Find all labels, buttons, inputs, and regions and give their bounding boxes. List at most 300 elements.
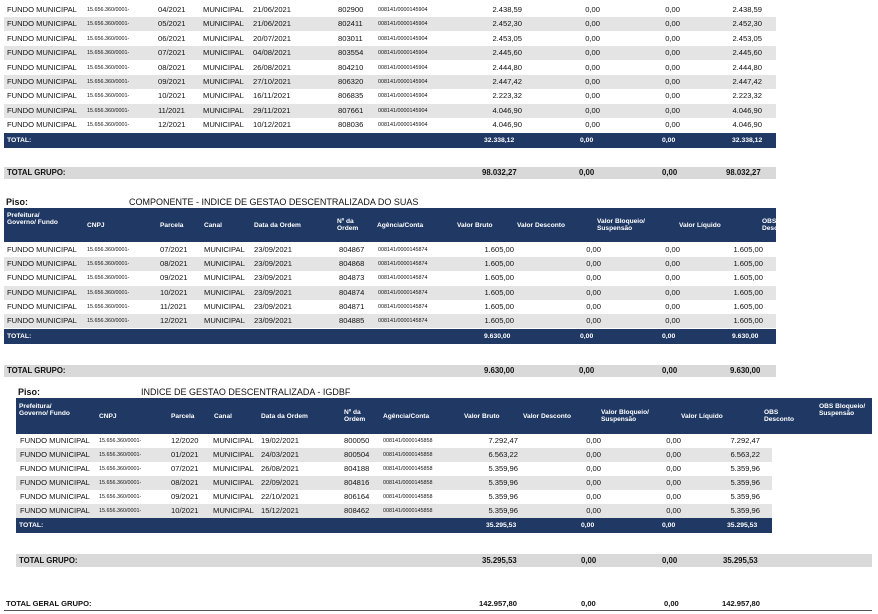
cell-liquido: 5.359,96 bbox=[730, 464, 760, 473]
cell-desconto: 0,00 bbox=[585, 48, 600, 58]
cell-pref: FUNDO MUNICIPAL bbox=[7, 273, 77, 283]
cell-data: 26/08/2021 bbox=[261, 464, 300, 473]
grupo-bloqueio: 0,00 bbox=[662, 366, 678, 375]
table-row bbox=[4, 271, 776, 285]
header-canal: Canal bbox=[204, 222, 222, 229]
cell-agencia: 008141/0000145874 bbox=[378, 289, 428, 296]
cell-pref: FUNDO MUNICIPAL bbox=[7, 287, 77, 297]
cell-parcela: 07/2021 bbox=[160, 245, 188, 254]
table-row bbox=[16, 504, 772, 518]
cell-liquido: 1.605,00 bbox=[733, 316, 763, 325]
header-obs-bloqueio: OBS Bloqueio/ Suspensão bbox=[819, 403, 866, 417]
cell-cnpj: 15.656.360/0001- bbox=[99, 452, 142, 458]
cell-ordem: 802411 bbox=[338, 19, 363, 29]
cell-canal: MUNICIPAL bbox=[204, 301, 245, 311]
cell-data: 15/12/2021 bbox=[261, 506, 300, 515]
cell-bloqueio: 0,00 bbox=[665, 273, 680, 283]
cell-ordem: 803554 bbox=[338, 48, 364, 58]
cell-parcela: 08/2021 bbox=[171, 478, 199, 487]
cell-desconto: 0,00 bbox=[586, 492, 601, 501]
cell-desconto: 0,00 bbox=[586, 259, 601, 269]
header-obs-bloqueio: OBS Bloqueio/ Suspensão bbox=[818, 212, 865, 226]
cell-data: 23/09/2021 bbox=[254, 259, 293, 269]
section3-piso-title: INDICE DE GESTAO DESCENTRALIZADA - IGDBF bbox=[141, 387, 351, 397]
cell-canal: MUNICIPAL bbox=[203, 77, 244, 86]
cell-canal: MUNICIPAL bbox=[203, 62, 244, 72]
cell-parcela: 06/2021 bbox=[158, 33, 186, 43]
cell-canal: MUNICIPAL bbox=[204, 287, 245, 297]
cell-bruto: 1.605,00 bbox=[484, 245, 514, 254]
cell-canal: MUNICIPAL bbox=[203, 120, 244, 130]
section2-header bbox=[4, 208, 865, 242]
cell-agencia: 008141/0000145874 bbox=[378, 318, 428, 324]
table-row bbox=[4, 300, 776, 314]
cell-data: 20/07/2021 bbox=[253, 33, 292, 43]
header-cnpj: CNPJ bbox=[99, 413, 117, 420]
cell-desconto: 0,00 bbox=[586, 506, 601, 515]
header-obs-desconto: OBS Desconto bbox=[762, 218, 793, 232]
cell-parcela: 10/2021 bbox=[171, 506, 199, 515]
cell-bloqueio: 0,00 bbox=[665, 245, 680, 254]
total-liquido: 9.630,00 bbox=[732, 333, 759, 340]
cell-parcela: 07/2021 bbox=[158, 48, 186, 58]
section2-piso bbox=[6, 196, 28, 208]
cell-agencia: 008141/0000145904 bbox=[378, 35, 428, 42]
cell-agencia: 008141/0000145904 bbox=[378, 93, 428, 100]
header-bruto: Valor Bruto bbox=[464, 413, 500, 420]
table-row bbox=[16, 434, 772, 448]
cell-agencia: 008141/0000145904 bbox=[378, 64, 428, 71]
total-desconto: 0,00 bbox=[580, 333, 594, 340]
cell-ordem: 800504 bbox=[344, 450, 370, 459]
cell-canal: MUNICIPAL bbox=[213, 506, 254, 515]
cell-desconto: 0,00 bbox=[586, 273, 601, 283]
cell-canal: MUNICIPAL bbox=[204, 245, 245, 254]
cell-ordem: 800050 bbox=[344, 436, 370, 445]
cell-agencia: 008141/0000145904 bbox=[378, 122, 428, 129]
header-pref: Prefeitura/ Governo/ Fundo bbox=[7, 212, 58, 226]
cell-pref: FUNDO MUNICIPAL bbox=[20, 464, 90, 473]
cell-canal: MUNICIPAL bbox=[203, 105, 244, 115]
cell-bloqueio: 0,00 bbox=[666, 436, 681, 445]
section3-header bbox=[16, 398, 872, 434]
cell-liquido: 2.223,32 bbox=[732, 91, 762, 101]
cell-agencia: 008141/0000145874 bbox=[378, 303, 428, 310]
cell-cnpj: 15.656.360/0001- bbox=[87, 79, 130, 85]
cell-bloqueio: 0,00 bbox=[665, 33, 680, 43]
cell-bruto: 2.223,32 bbox=[492, 91, 522, 101]
cell-liquido: 2.447,42 bbox=[732, 77, 762, 86]
table-row bbox=[16, 490, 772, 504]
header-liquido: Valor Líquido bbox=[679, 222, 721, 229]
table-row bbox=[4, 75, 776, 89]
section3-total-grupo bbox=[16, 554, 872, 567]
cell-cnpj: 15.656.360/0001- bbox=[87, 247, 130, 253]
cell-data: 23/09/2021 bbox=[254, 287, 293, 297]
table-row bbox=[16, 462, 772, 476]
total-bloqueio: 0,00 bbox=[662, 333, 676, 340]
cell-parcela: 12/2021 bbox=[158, 120, 186, 130]
cell-data: 04/08/2021 bbox=[253, 48, 292, 58]
cell-bruto: 5.359,96 bbox=[488, 492, 518, 501]
cell-bloqueio: 0,00 bbox=[666, 506, 681, 515]
total-label: TOTAL: bbox=[19, 522, 44, 529]
header-bloqueio: Valor Bloqueio/ Suspensão bbox=[601, 409, 649, 423]
cell-pref: FUNDO MUNICIPAL bbox=[7, 105, 77, 115]
cell-desconto: 0,00 bbox=[585, 5, 600, 14]
grupo-desconto: 0,00 bbox=[579, 366, 595, 375]
cell-ordem: 807661 bbox=[338, 105, 364, 115]
cell-cnpj: 15.656.360/0001- bbox=[87, 7, 130, 13]
cell-ordem: 802900 bbox=[338, 5, 364, 14]
cell-desconto: 0,00 bbox=[585, 19, 600, 29]
cell-bruto: 1.605,00 bbox=[484, 259, 514, 269]
cell-agencia: 008141/0000145904 bbox=[378, 107, 428, 114]
cell-bloqueio: 0,00 bbox=[665, 301, 680, 311]
cell-bloqueio: 0,00 bbox=[665, 259, 680, 269]
cell-liquido: 5.359,96 bbox=[730, 506, 760, 515]
cell-desconto: 0,00 bbox=[585, 120, 600, 130]
cell-pref: FUNDO MUNICIPAL bbox=[7, 62, 77, 72]
cell-data: 19/02/2021 bbox=[261, 436, 300, 445]
cell-canal: MUNICIPAL bbox=[213, 464, 254, 473]
header-data: Data da Ordem bbox=[261, 413, 308, 420]
cell-ordem: 804871 bbox=[339, 301, 365, 311]
total-bruto: 32.338,12 bbox=[484, 137, 515, 144]
header-bloqueio: Valor Bloqueio/ Suspensão bbox=[597, 218, 645, 232]
cell-canal: MUNICIPAL bbox=[203, 48, 244, 58]
cell-parcela: 04/2021 bbox=[158, 5, 186, 14]
cell-agencia: 008141/0000145858 bbox=[383, 494, 433, 500]
header-parcela: Parcela bbox=[171, 413, 195, 420]
header-canal: Canal bbox=[214, 413, 232, 420]
header-pref: Prefeitura/ Governo/ Fundo bbox=[19, 403, 70, 417]
cell-parcela: 08/2021 bbox=[158, 62, 186, 72]
cell-data: 29/11/2021 bbox=[253, 105, 291, 115]
cell-canal: MUNICIPAL bbox=[213, 492, 254, 501]
grupo-bruto: 9.630,00 bbox=[484, 366, 515, 375]
total-label: TOTAL: bbox=[7, 137, 32, 144]
cell-bloqueio: 0,00 bbox=[665, 105, 680, 115]
cell-bruto: 1.605,00 bbox=[484, 287, 514, 297]
grupo-bloqueio: 0,00 bbox=[662, 168, 678, 177]
section2-total-row bbox=[4, 329, 776, 344]
cell-pref: FUNDO MUNICIPAL bbox=[7, 5, 77, 14]
cell-liquido: 2.444,80 bbox=[732, 62, 762, 72]
cell-pref: FUNDO MUNICIPAL bbox=[7, 77, 77, 86]
cell-desconto: 0,00 bbox=[585, 91, 600, 101]
cell-cnpj: 15.656.360/0001- bbox=[87, 289, 130, 296]
cell-liquido: 2.445,60 bbox=[732, 48, 762, 58]
cell-liquido: 2.453,05 bbox=[732, 33, 762, 43]
cell-canal: MUNICIPAL bbox=[204, 316, 245, 325]
table-row bbox=[4, 104, 776, 118]
cell-desconto: 0,00 bbox=[585, 62, 600, 72]
cell-canal: MUNICIPAL bbox=[213, 478, 254, 487]
cell-liquido: 1.605,00 bbox=[733, 273, 763, 283]
cell-data: 22/10/2021 bbox=[261, 492, 300, 501]
header-agencia: Agência/Conta bbox=[383, 413, 430, 420]
cell-parcela: 09/2021 bbox=[158, 77, 186, 86]
cell-canal: MUNICIPAL bbox=[204, 259, 245, 269]
cell-ordem: 804188 bbox=[344, 464, 370, 473]
section1-total-grupo bbox=[4, 167, 776, 179]
cell-liquido: 4.046,90 bbox=[732, 120, 762, 130]
cell-ordem: 808462 bbox=[344, 506, 370, 515]
cell-ordem: 808036 bbox=[338, 120, 364, 130]
header-desconto: Valor Desconto bbox=[517, 222, 566, 229]
cell-liquido: 7.292,47 bbox=[730, 436, 760, 445]
cell-parcela: 10/2021 bbox=[160, 287, 188, 297]
cell-liquido: 5.359,96 bbox=[730, 478, 760, 487]
cell-agencia: 008141/0000145904 bbox=[378, 50, 428, 57]
cell-pref: FUNDO MUNICIPAL bbox=[7, 33, 77, 43]
table-row bbox=[4, 32, 776, 46]
cell-liquido: 1.605,00 bbox=[733, 301, 763, 311]
cell-bloqueio: 0,00 bbox=[666, 492, 681, 501]
cell-bloqueio: 0,00 bbox=[666, 450, 681, 459]
cell-cnpj: 15.656.360/0001- bbox=[99, 508, 142, 514]
cell-canal: MUNICIPAL bbox=[213, 436, 254, 445]
cell-data: 21/06/2021 bbox=[253, 19, 292, 29]
cell-bruto: 2.444,80 bbox=[492, 62, 522, 72]
cell-pref: FUNDO MUNICIPAL bbox=[7, 48, 77, 58]
cell-desconto: 0,00 bbox=[586, 464, 601, 473]
cell-pref: FUNDO MUNICIPAL bbox=[7, 259, 77, 269]
cell-agencia: 008141/0000145904 bbox=[378, 21, 428, 28]
geral-desconto: 0,00 bbox=[581, 599, 596, 608]
table-row bbox=[4, 118, 776, 132]
cell-canal: MUNICIPAL bbox=[203, 91, 244, 101]
header-desconto: Valor Desconto bbox=[523, 413, 572, 420]
cell-pref: FUNDO MUNICIPAL bbox=[7, 245, 77, 254]
cell-bruto: 7.292,47 bbox=[488, 436, 518, 445]
header-obs-desconto: OBS Desconto bbox=[764, 409, 795, 423]
cell-desconto: 0,00 bbox=[586, 316, 601, 325]
grupo-desconto: 0,00 bbox=[581, 556, 597, 565]
total-desconto: 0,00 bbox=[580, 137, 594, 144]
cell-parcela: 05/2021 bbox=[158, 19, 186, 29]
table-row bbox=[4, 286, 776, 300]
cell-agencia: 008141/0000145874 bbox=[378, 275, 428, 282]
cell-cnpj: 15.656.360/0001- bbox=[87, 93, 130, 100]
cell-cnpj: 15.656.360/0001- bbox=[87, 64, 130, 71]
cell-parcela: 12/2020 bbox=[171, 436, 199, 445]
cell-bloqueio: 0,00 bbox=[665, 48, 680, 58]
cell-data: 27/10/2021 bbox=[253, 77, 292, 86]
cell-desconto: 0,00 bbox=[586, 287, 601, 297]
cell-parcela: 09/2021 bbox=[160, 273, 188, 283]
cell-desconto: 0,00 bbox=[586, 450, 601, 459]
cell-bloqueio: 0,00 bbox=[666, 478, 681, 487]
grupo-liquido: 35.295,53 bbox=[723, 556, 758, 565]
cell-parcela: 11/2021 bbox=[158, 105, 185, 115]
piso-label: Piso: bbox=[6, 197, 29, 207]
cell-pref: FUNDO MUNICIPAL bbox=[7, 91, 77, 101]
cell-bloqueio: 0,00 bbox=[666, 464, 681, 473]
cell-parcela: 12/2021 bbox=[160, 316, 188, 325]
cell-desconto: 0,00 bbox=[585, 33, 600, 43]
cell-pref: FUNDO MUNICIPAL bbox=[7, 316, 77, 325]
cell-parcela: 07/2021 bbox=[171, 464, 199, 473]
cell-bloqueio: 0,00 bbox=[665, 91, 680, 101]
table-row bbox=[4, 61, 776, 75]
cell-ordem: 804210 bbox=[338, 62, 364, 72]
cell-cnpj: 15.656.360/0001- bbox=[87, 303, 130, 310]
geral-bruto: 142.957,80 bbox=[479, 599, 518, 608]
cell-desconto: 0,00 bbox=[586, 436, 601, 445]
cell-data: 26/08/2021 bbox=[253, 62, 292, 72]
total-bloqueio: 0,00 bbox=[662, 522, 676, 529]
cell-liquido: 1.605,00 bbox=[733, 259, 763, 269]
cell-parcela: 11/2021 bbox=[160, 301, 187, 311]
cell-data: 23/09/2021 bbox=[254, 245, 293, 254]
cell-data: 24/03/2021 bbox=[261, 450, 300, 459]
header-ordem: Nº da Ordem bbox=[337, 218, 359, 232]
cell-ordem: 804885 bbox=[339, 316, 365, 325]
table-row bbox=[4, 243, 776, 257]
cell-parcela: 08/2021 bbox=[160, 259, 188, 269]
table-row bbox=[4, 46, 776, 60]
cell-bruto: 5.359,96 bbox=[488, 506, 518, 515]
cell-pref: FUNDO MUNICIPAL bbox=[7, 120, 77, 130]
cell-agencia: 008141/0000145858 bbox=[383, 480, 433, 486]
cell-canal: MUNICIPAL bbox=[213, 450, 254, 459]
cell-liquido: 1.605,00 bbox=[733, 245, 763, 254]
cell-bloqueio: 0,00 bbox=[665, 5, 680, 14]
header-agencia: Agência/Conta bbox=[377, 222, 424, 229]
header-parcela: Parcela bbox=[160, 222, 184, 229]
cell-ordem: 806835 bbox=[338, 91, 364, 101]
section2-piso-title: COMPONENTE - INDICE DE GESTAO DESCENTRALIZADA DO SUAS bbox=[129, 197, 419, 207]
cell-bruto: 5.359,96 bbox=[488, 464, 518, 473]
grupo-bruto: 35.295,53 bbox=[482, 556, 517, 565]
table-row bbox=[4, 257, 776, 271]
header-data: Data da Ordem bbox=[254, 222, 301, 229]
cell-bloqueio: 0,00 bbox=[665, 316, 680, 325]
cell-parcela: 09/2021 bbox=[171, 492, 199, 501]
cell-bloqueio: 0,00 bbox=[665, 287, 680, 297]
cell-cnpj: 15.656.360/0001- bbox=[87, 275, 130, 282]
cell-bloqueio: 0,00 bbox=[665, 62, 680, 72]
header-bruto: Valor Bruto bbox=[457, 222, 493, 229]
cell-data: 22/09/2021 bbox=[261, 478, 300, 487]
cell-cnpj: 15.656.360/0001- bbox=[87, 35, 130, 42]
grupo-liquido: 9.630,00 bbox=[730, 366, 761, 375]
section3-piso bbox=[18, 386, 40, 398]
cell-agencia: 008141/0000145904 bbox=[378, 79, 428, 85]
grupo-desconto: 0,00 bbox=[579, 168, 595, 177]
cell-agencia: 008141/0000145874 bbox=[378, 261, 428, 268]
piso-label: Piso: bbox=[18, 387, 41, 397]
cell-desconto: 0,00 bbox=[586, 301, 601, 311]
cell-cnpj: 15.656.360/0001- bbox=[87, 261, 130, 268]
header-liquido: Valor Líquido bbox=[681, 413, 723, 420]
cell-liquido: 5.359,96 bbox=[730, 492, 760, 501]
cell-data: 23/09/2021 bbox=[254, 301, 293, 311]
geral-label: TOTAL GERAL GRUPO: bbox=[6, 599, 92, 608]
cell-pref: FUNDO MUNICIPAL bbox=[7, 19, 77, 29]
cell-bruto: 4.046,90 bbox=[492, 120, 522, 130]
cell-desconto: 0,00 bbox=[586, 478, 601, 487]
cell-pref: FUNDO MUNICIPAL bbox=[7, 301, 77, 311]
cell-bruto: 2.438,59 bbox=[492, 5, 522, 14]
cell-cnpj: 15.656.360/0001- bbox=[99, 466, 142, 472]
table-row bbox=[16, 476, 772, 490]
cell-agencia: 008141/0000145904 bbox=[378, 7, 428, 13]
cell-liquido: 6.563,22 bbox=[730, 450, 760, 459]
cell-canal: MUNICIPAL bbox=[203, 33, 244, 43]
cell-data: 16/11/2021 bbox=[253, 91, 291, 101]
cell-desconto: 0,00 bbox=[585, 77, 600, 86]
cell-parcela: 10/2021 bbox=[158, 91, 186, 101]
cell-agencia: 008141/0000145858 bbox=[383, 466, 433, 472]
cell-data: 21/06/2021 bbox=[253, 5, 292, 14]
cell-ordem: 804868 bbox=[339, 259, 365, 269]
cell-pref: FUNDO MUNICIPAL bbox=[20, 492, 90, 501]
cell-desconto: 0,00 bbox=[585, 105, 600, 115]
grupo-bloqueio: 0,00 bbox=[662, 556, 678, 565]
grupo-label: TOTAL GRUPO: bbox=[19, 556, 78, 565]
cell-agencia: 008141/0000145858 bbox=[383, 438, 433, 444]
total-geral-grupo bbox=[4, 598, 872, 611]
cell-data: 23/09/2021 bbox=[254, 273, 293, 283]
geral-liquido: 142.957,80 bbox=[722, 599, 761, 608]
cell-bloqueio: 0,00 bbox=[665, 77, 680, 86]
section3-total-row bbox=[16, 518, 772, 533]
grupo-liquido: 98.032,27 bbox=[726, 168, 761, 177]
cell-bruto: 2.452,30 bbox=[492, 19, 522, 29]
cell-canal: MUNICIPAL bbox=[203, 5, 244, 14]
total-desconto: 0,00 bbox=[581, 522, 595, 529]
cell-ordem: 806320 bbox=[338, 77, 364, 86]
grupo-bruto: 98.032,27 bbox=[482, 168, 517, 177]
cell-bruto: 1.605,00 bbox=[484, 316, 514, 325]
cell-cnpj: 15.656.360/0001- bbox=[87, 50, 130, 57]
cell-data: 23/09/2021 bbox=[254, 316, 293, 325]
total-liquido: 32.338,12 bbox=[732, 137, 763, 144]
cell-liquido: 2.438,59 bbox=[732, 5, 762, 14]
section2-total-grupo bbox=[4, 365, 776, 377]
cell-cnpj: 15.656.360/0001- bbox=[99, 494, 142, 500]
cell-pref: FUNDO MUNICIPAL bbox=[20, 478, 90, 487]
cell-ordem: 806164 bbox=[344, 492, 370, 501]
cell-agencia: 008141/0000145874 bbox=[378, 247, 428, 253]
table-row bbox=[4, 89, 776, 103]
cell-bloqueio: 0,00 bbox=[665, 120, 680, 130]
cell-ordem: 804873 bbox=[339, 273, 365, 283]
cell-cnpj: 15.656.360/0001- bbox=[87, 122, 130, 129]
cell-bruto: 2.453,05 bbox=[492, 33, 522, 43]
total-liquido: 35.295,53 bbox=[727, 522, 758, 529]
cell-parcela: 01/2021 bbox=[171, 450, 199, 459]
cell-bruto: 1.605,00 bbox=[484, 273, 514, 283]
cell-canal: MUNICIPAL bbox=[203, 19, 244, 29]
table-row bbox=[4, 3, 776, 17]
cell-agencia: 008141/0000145858 bbox=[383, 508, 433, 514]
cell-bruto: 4.046,90 bbox=[492, 105, 522, 115]
cell-cnpj: 15.656.360/0001- bbox=[87, 318, 130, 324]
header-ordem: Nº da Ordem bbox=[344, 409, 366, 423]
cell-cnpj: 15.656.360/0001- bbox=[87, 107, 130, 114]
cell-bloqueio: 0,00 bbox=[665, 19, 680, 29]
cell-pref: FUNDO MUNICIPAL bbox=[20, 436, 90, 445]
cell-liquido: 1.605,00 bbox=[733, 287, 763, 297]
cell-cnpj: 15.656.360/0001- bbox=[99, 438, 142, 444]
cell-bruto: 1.605,00 bbox=[484, 301, 514, 311]
total-label: TOTAL: bbox=[7, 333, 32, 340]
cell-bruto: 2.445,60 bbox=[492, 48, 522, 58]
